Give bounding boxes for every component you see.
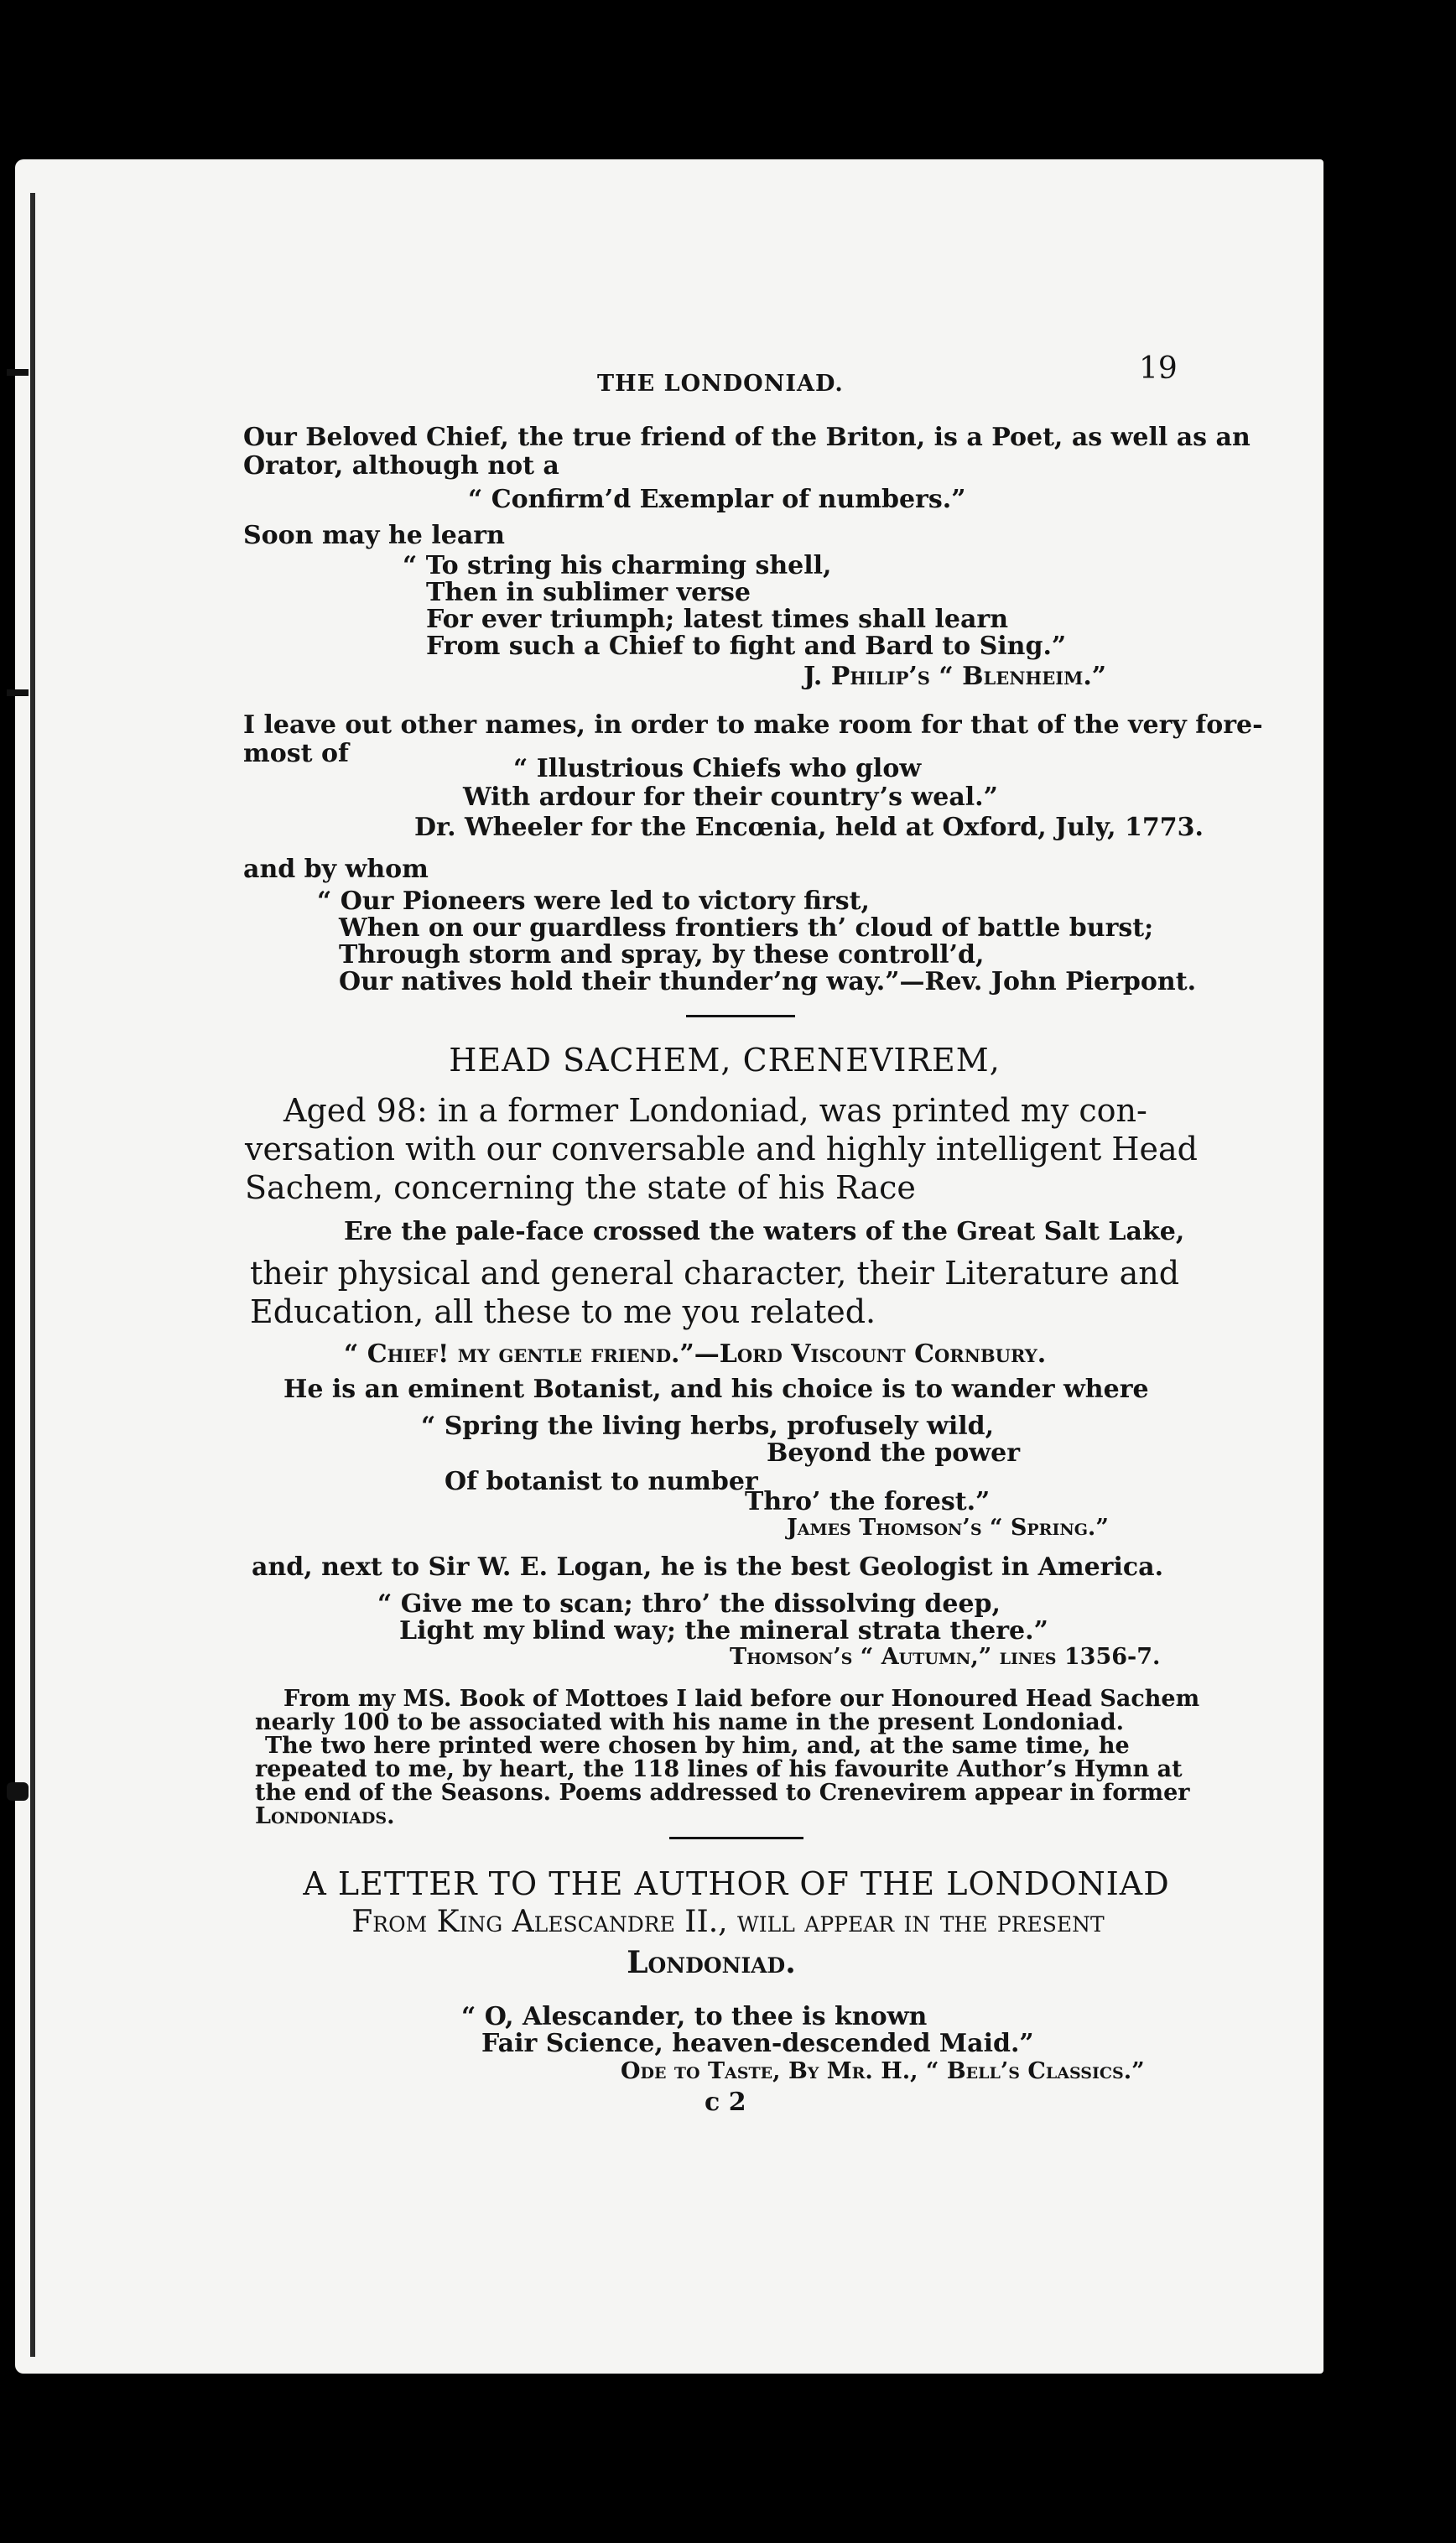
verse-line: When on our guardless frontiers th’ cloud of battle burst; — [339, 913, 1154, 943]
text-line: the end of the Seasons. Poems addressed to Crenevirem appear in former — [255, 1780, 1190, 1806]
verse-line: “ Illustrious Chiefs who glow — [513, 754, 922, 783]
attribution: J. Philip’s “ Blenheim.” — [803, 662, 1107, 691]
page-number: 19 — [1139, 351, 1178, 386]
binding-mark — [7, 1782, 29, 1801]
verse-line: Of botanist to number — [445, 1467, 758, 1496]
attribution: Thomson’s “ Autumn,” lines 1356-7. — [730, 1644, 1161, 1670]
signature-mark: c 2 — [705, 2088, 746, 2117]
verse-line: For ever triumph; latest times shall learn — [426, 605, 1008, 634]
running-head: THE LONDONIAD. — [597, 371, 844, 397]
verse-line: Then in sublimer verse — [426, 578, 751, 607]
text-line: The two here printed were chosen by him, and, at the same time, he — [265, 1733, 1130, 1759]
verse-line: Thro’ the forest.” — [745, 1487, 991, 1516]
text-line: their physical and general character, their Literature and — [250, 1255, 1180, 1292]
text-line: From King Alescandre II., will appear in the present — [351, 1905, 1105, 1939]
verse-line: “ To string his charming shell, — [403, 551, 832, 580]
book-page — [15, 159, 1323, 2374]
text-line: and by whom — [243, 855, 429, 884]
text-line: Aged 98: in a former Londoniad, was printed my con- — [283, 1092, 1147, 1129]
text-line: Londoniads. — [255, 1803, 395, 1829]
divider — [686, 1015, 795, 1017]
attribution: James Thomson’s “ Spring.” — [787, 1515, 1109, 1541]
verse-line: Fair Science, heaven-descended Maid.” — [481, 2029, 1034, 2058]
verse-line: With ardour for their country’s weal.” — [463, 783, 998, 812]
text-line: Londoniad. — [627, 1945, 796, 1980]
section-heading: A LETTER TO THE AUTHOR OF THE LONDONIAD — [303, 1865, 1170, 1902]
verse-line: “ O, Alescander, to thee is known — [461, 2002, 928, 2031]
text-line: repeated to me, by heart, the 118 lines of his favourite Author’s Hymn at — [255, 1756, 1183, 1782]
text-line: versation with our conversable and highly intelligent Head — [245, 1131, 1198, 1167]
text-line: nearly 100 to be associated with his name in the present Londoniad. — [255, 1709, 1125, 1735]
divider — [669, 1837, 803, 1839]
text-line: Ere the pale-face crossed the waters of the Great Salt Lake, — [344, 1217, 1185, 1246]
text-line: and, next to Sir W. E. Logan, he is the best Geologist in America. — [252, 1552, 1164, 1582]
attribution: Dr. Wheeler for the Encœnia, held at Oxford, July, 1773. — [414, 813, 1204, 842]
quote-line: “ Chief! my gentle friend.”—Lord Viscount Cornbury. — [344, 1339, 1047, 1369]
verse-line: “ Give me to scan; thro’ the dissolving deep, — [377, 1589, 1001, 1619]
text-line: Orator, although not a — [243, 451, 559, 481]
binding-mark — [7, 369, 29, 376]
quote-line: “ Confirm’d Exemplar of numbers.” — [468, 485, 966, 514]
text-line: I leave out other names, in order to make room for that of the very fore- — [243, 710, 1263, 740]
binding-mark — [7, 689, 29, 696]
text-line: most of — [243, 739, 349, 768]
verse-line: Through storm and spray, by these controll’d, — [339, 940, 985, 970]
attribution: Ode to Taste, By Mr. H., “ Bell’s Classics.” — [621, 2058, 1145, 2084]
verse-line: Beyond the power — [767, 1438, 1021, 1468]
text-line: Sachem, concerning the state of his Race — [245, 1169, 916, 1206]
text-line: Education, all these to me you related. — [250, 1293, 876, 1330]
text-line: From my MS. Book of Mottoes I laid before our Honoured Head Sachem — [283, 1686, 1200, 1712]
text-line: Our Beloved Chief, the true friend of the Briton, is a Poet, as well as an — [243, 423, 1251, 452]
text-line: Soon may he learn — [243, 521, 505, 550]
text-line: He is an eminent Botanist, and his choice is to wander where — [283, 1375, 1149, 1404]
verse-line: From such a Chief to fight and Bard to Sing.” — [426, 632, 1067, 661]
verse-line: Our natives hold their thunder’ng way.”—Rev. John Pierpont. — [339, 967, 1197, 996]
verse-line: “ Spring the living herbs, profusely wild, — [421, 1412, 995, 1441]
verse-line: “ Our Pioneers were led to victory first, — [317, 887, 870, 916]
verse-line: Light my blind way; the mineral strata there.” — [399, 1616, 1048, 1646]
section-heading: HEAD SACHEM, CRENEVIREM, — [449, 1042, 1001, 1079]
